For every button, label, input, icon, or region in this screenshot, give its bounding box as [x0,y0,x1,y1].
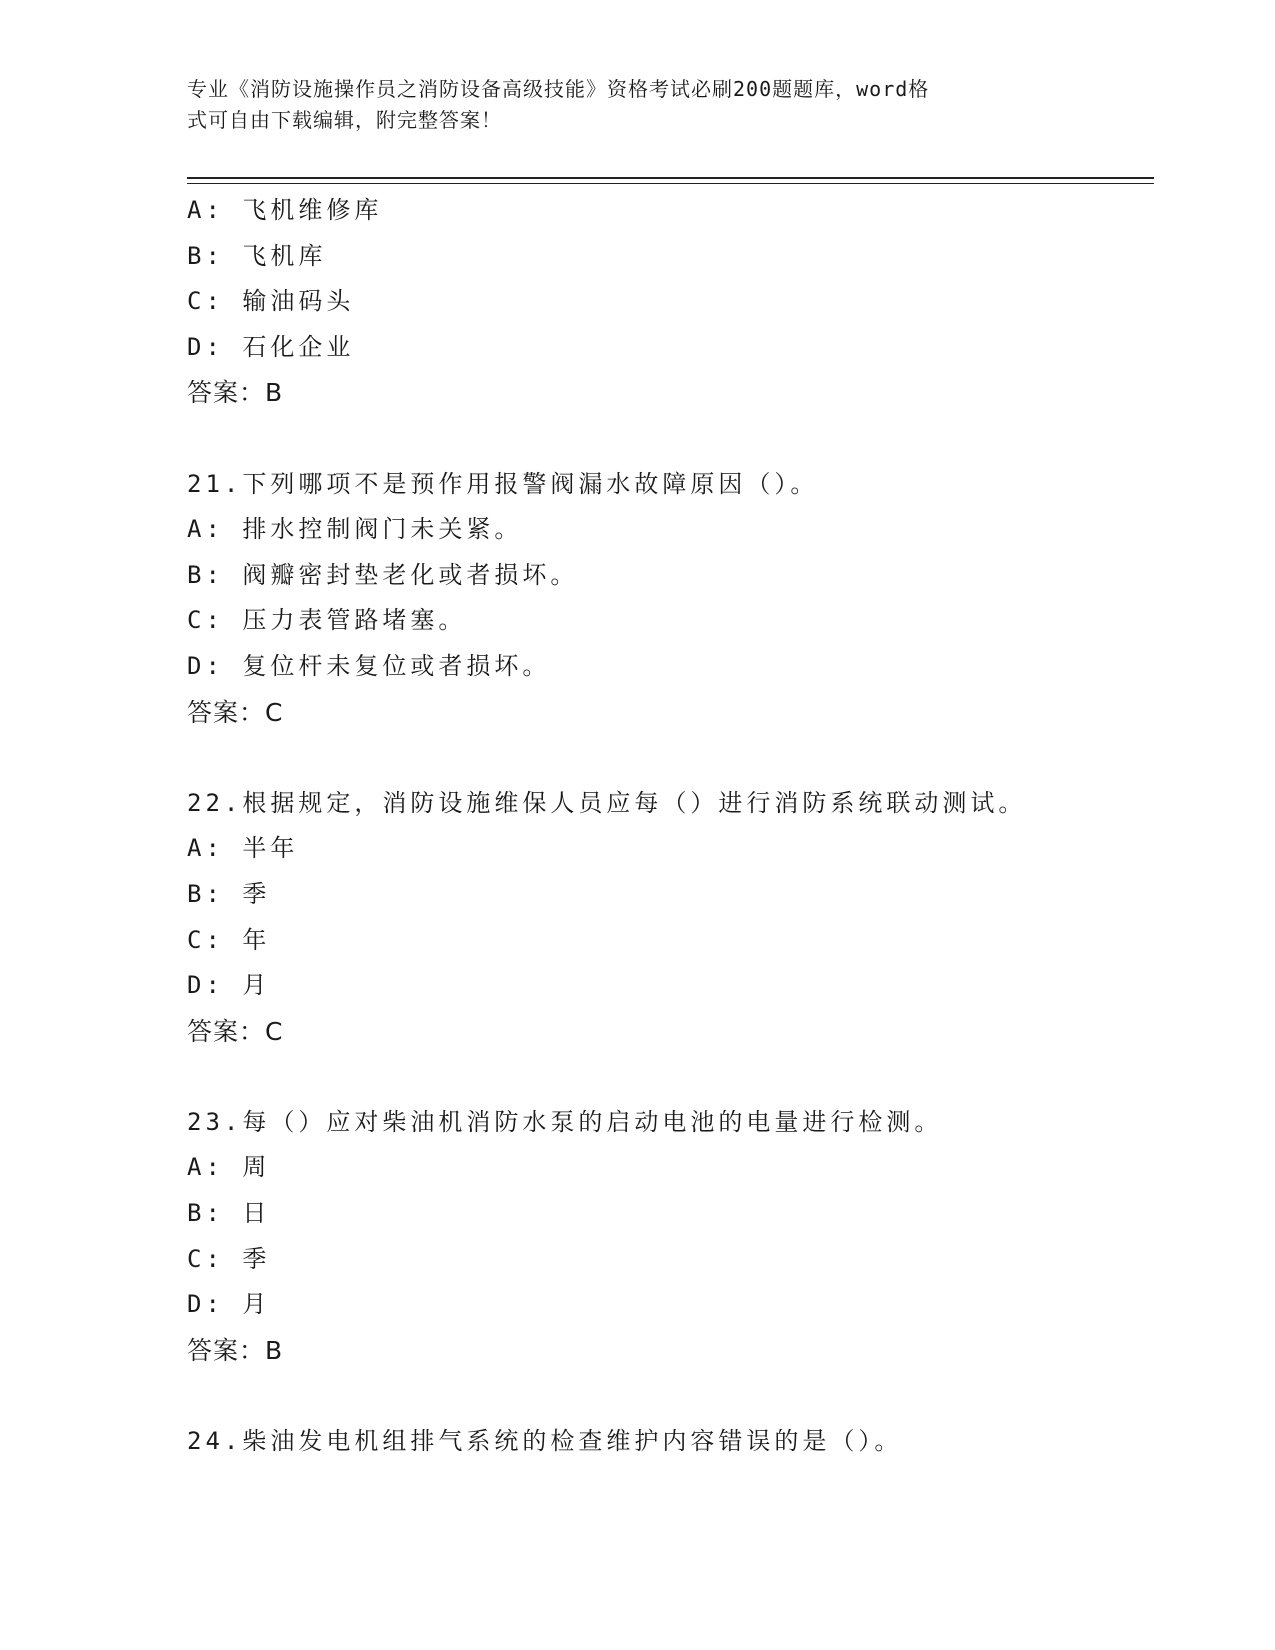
answer-line: 答案：B [187,1335,284,1365]
header-divider-thick [187,177,1154,179]
question-stem: 23.每（）应对柴油机消防水泵的启动电池的电量进行检测。 [187,1107,943,1136]
header-divider-thin [187,183,1154,184]
option-b: B: 阀瓣密封垫老化或者损坏。 [187,560,579,589]
option-a: A: 半年 [187,834,299,863]
option-a: A: 排水控制阀门未关紧。 [187,515,523,544]
option-c: C: 压力表管路堵塞。 [187,606,467,635]
question-22 [187,781,1154,1055]
header-line-2: 式可自由下载编辑，附完整答案！ [187,108,502,132]
question-stem: 24.柴油发电机组排气系统的检查维护内容错误的是（）。 [187,1427,903,1456]
question-list [187,188,1154,1465]
question-stem: 22.根据规定，消防设施维保人员应每（）进行消防系统联动测试。 [187,788,1027,817]
question-24 [187,1419,1154,1465]
option-c: C: 季 [187,1244,271,1273]
option-c: C: 年 [187,925,271,954]
header-line-1: 专业《消防设施操作员之消防设备高级技能》资格考试必刷200题题库，word格 [187,77,930,101]
option-d: D: 月 [187,971,271,1000]
option-d: D: 月 [187,1290,271,1319]
question-23 [187,1100,1154,1374]
question-21 [187,462,1154,736]
question-stem: 21.下列哪项不是预作用报警阀漏水故障原因（）。 [187,469,819,498]
answer-line: 答案：C [187,1016,284,1046]
option-d: D: 石化企业 [187,332,355,361]
document-header [187,74,1077,136]
answer-line: 答案：C [187,697,284,727]
answer-line: 答案：B [187,378,284,408]
option-a: A: 飞机维修库 [187,196,383,224]
option-a: A: 周 [187,1153,271,1182]
option-c: C: 输油码头 [187,287,355,316]
option-d: D: 复位杆未复位或者损坏。 [187,651,551,680]
question-20-tail [187,188,1154,416]
option-b: B: 日 [187,1199,271,1228]
option-b: B: 飞机库 [187,241,327,270]
option-b: B: 季 [187,879,271,908]
